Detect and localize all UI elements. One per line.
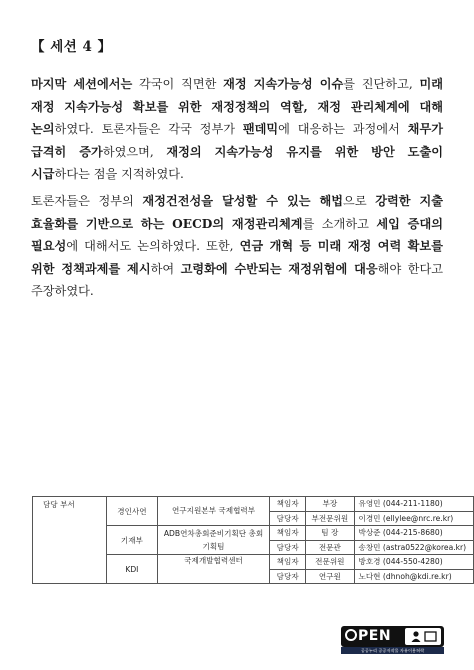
bold-text-run: 재정 지속가능성 이슈 bbox=[223, 77, 344, 91]
position-cell: 부전문위원 bbox=[306, 511, 354, 526]
org-cell: 기재부 bbox=[106, 526, 157, 555]
paragraph-discussion bbox=[31, 190, 443, 303]
bold-text-run: 재정건전성을 달성할 수 있는 해법 bbox=[142, 194, 344, 208]
org-cell: 경인사연 bbox=[106, 497, 157, 526]
text-run: 각국이 직면한 bbox=[132, 77, 224, 91]
position-cell: 전문관 bbox=[306, 540, 354, 555]
position-cell: 연구원 bbox=[306, 569, 354, 584]
position-cell: 전문위원 bbox=[306, 555, 354, 570]
contact-table bbox=[32, 496, 474, 584]
bold-text-run: 채무가 급격히 증가 bbox=[31, 122, 443, 159]
bold-text-run: 미래 재정 지속가능성 확보를 위한 재정정책의 역할, 재정 관리체계에 대해 논의 bbox=[31, 77, 443, 136]
open-logo bbox=[341, 626, 444, 647]
open-logo-label: PEN bbox=[358, 628, 392, 644]
name-contact-cell: 이경민 (ellylee@nrc.re.kr) bbox=[354, 511, 473, 526]
text-run: 를 진단하고, bbox=[343, 77, 420, 91]
text-run: 하다는 점을 지적하였다. bbox=[54, 167, 184, 181]
bold-text-run: 팬데믹 bbox=[242, 122, 279, 136]
name-contact-cell: 방호경 (044-550-4280) bbox=[354, 555, 473, 570]
dept-cell: 연구지원본부 국제협력부 bbox=[157, 497, 269, 526]
bold-text-run: 고령화에 수반되는 재정위험에 대응 bbox=[180, 261, 378, 276]
text-run: 토론자들은 정부의 bbox=[31, 194, 143, 208]
paragraph-session-summary bbox=[31, 73, 443, 186]
section-title: 【 세션 4 】 bbox=[31, 39, 112, 55]
text-run: 으로 bbox=[343, 194, 376, 208]
name-contact-cell: 송창민 (astra0522@korea.kr) bbox=[354, 540, 473, 555]
role-cell: 담당자 bbox=[270, 540, 306, 555]
role-cell: 담당자 bbox=[270, 569, 306, 584]
position-cell: 부장 bbox=[306, 497, 354, 512]
table-row bbox=[33, 497, 474, 512]
text-run: 하였다. 토론자들은 각국 정부가 bbox=[54, 122, 243, 136]
open-o-icon bbox=[345, 629, 357, 641]
text-run: 에 대해서도 논의하였다. 또한, bbox=[66, 239, 240, 253]
position-cell: 팀 장 bbox=[306, 526, 354, 541]
text-run: 에 대응하는 과정에서 bbox=[278, 122, 408, 136]
role-cell: 담당자 bbox=[270, 511, 306, 526]
open-license-badge bbox=[341, 626, 444, 654]
dept-cell: 국제개발협력센터 bbox=[157, 555, 269, 584]
license-type-icon bbox=[405, 628, 441, 645]
bold-text-run: 연금 개혁 등 미래 재정 여력 확보를 위한 정책과제를 제시 bbox=[31, 239, 443, 276]
role-cell: 책임자 bbox=[270, 555, 306, 570]
text-run: 하였으며, bbox=[102, 144, 167, 159]
name-contact-cell: 노다현 (dhnoh@kdi.re.kr) bbox=[354, 569, 473, 584]
bold-text-run: 세입 증대의 필요성 bbox=[31, 216, 443, 253]
open-license-caption: 공공누리 공공저작물 자유이용허락 bbox=[341, 647, 444, 654]
dept-cell: ADB연차총회준비기획단 총회기획팀 bbox=[157, 526, 269, 555]
role-cell: 책임자 bbox=[270, 497, 306, 512]
org-cell: KDI bbox=[106, 555, 157, 584]
bold-text-run: 마지막 세션에서는 bbox=[31, 77, 133, 91]
name-contact-cell: 박상준 (044-215-8680) bbox=[354, 526, 473, 541]
bold-text-run: 강력한 지출 효율화를 기반으로 하는 OECD의 재정관리체계 bbox=[31, 194, 444, 231]
text-run: 를 소개하고 bbox=[302, 216, 377, 231]
bold-text-run: 재정의 지속가능성 유지를 위한 방안 도출이 시급 bbox=[31, 144, 443, 181]
open-logo-text bbox=[345, 628, 391, 644]
role-cell: 책임자 bbox=[270, 526, 306, 541]
name-contact-cell: 유영민 (044-211-1180) bbox=[354, 497, 473, 512]
text-run: 해야 한다고 주장하였다. bbox=[31, 261, 443, 298]
text-run: 하여 bbox=[150, 261, 181, 276]
contact-label: 담당 부서 bbox=[33, 497, 107, 584]
